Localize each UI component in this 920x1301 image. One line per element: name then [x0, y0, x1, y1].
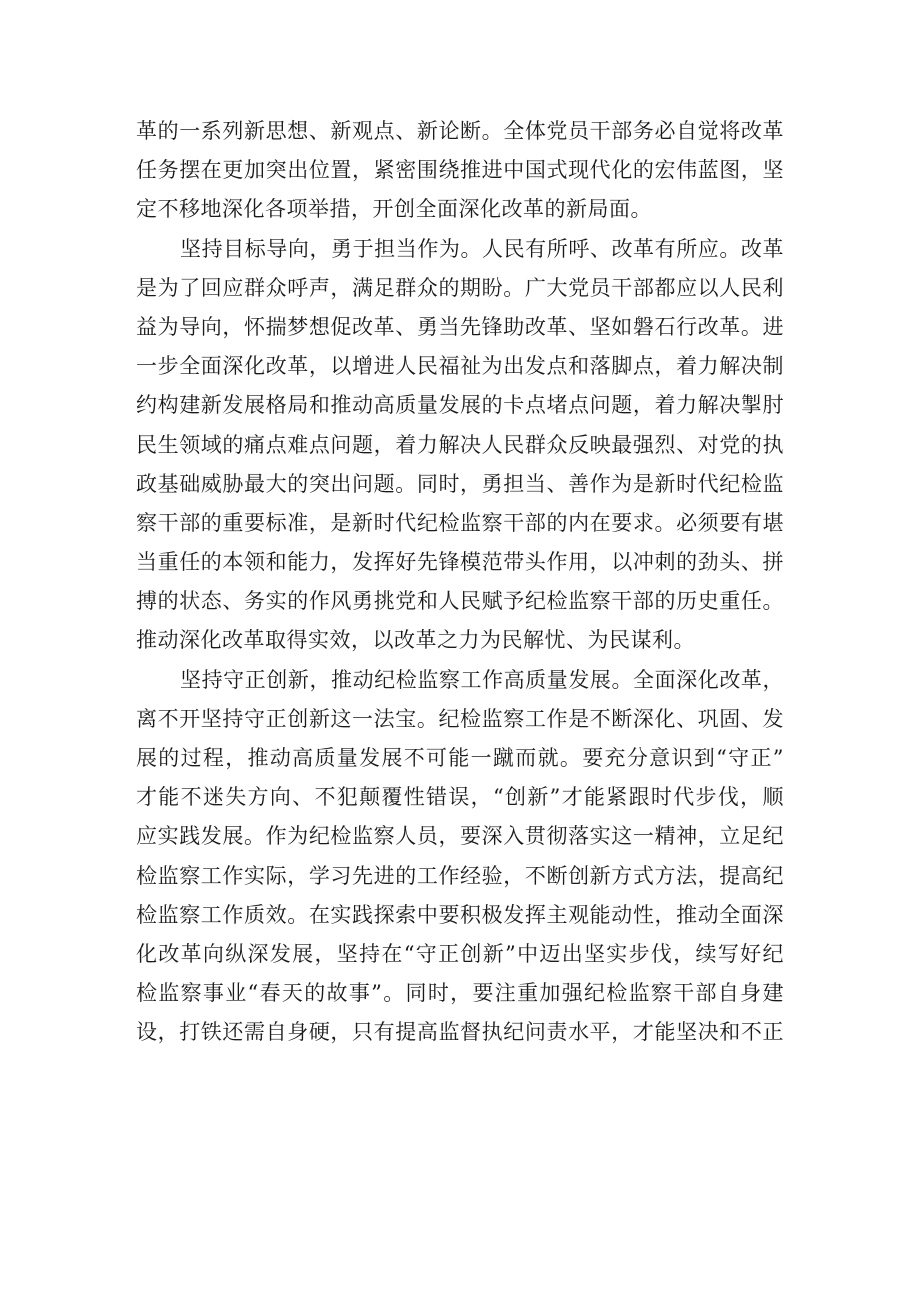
paragraph-2-line-8: 察干部的重要标准，是新时代纪检监察干部的内在要求。必须要有堪 [136, 510, 784, 535]
paragraph-1-line-3: 定不移地深化各项举措，开创全面深化改革的新局面。 [136, 197, 652, 222]
paragraph-3-line-1: 坚持守正创新，推动纪检监察工作高质量发展。全面深化改革， [180, 667, 784, 692]
paragraph-3-line-8: 化改革向纵深发展，坚持在“守正创新”中迈出坚实步伐，续写好纪 [136, 941, 784, 966]
paragraph-3-line-4: 才能不迷失方向、不犯颠覆性错误，“创新”才能紧跟时代步伐，顺 [136, 785, 784, 810]
paragraph-2-line-7: 政基础威胁最大的突出问题。同时，勇担当、善作为是新时代纪检监 [136, 471, 784, 496]
paragraph-1-line-2: 任务摆在更加突出位置，紧密围绕推进中国式现代化的宏伟蓝图，坚 [136, 158, 784, 183]
paragraph-2-line-6: 民生领域的痛点难点问题，着力解决人民群众反映最强烈、对党的执 [136, 432, 784, 457]
paragraph-2-line-2: 是为了回应群众呼声，满足群众的期盼。广大党员干部都应以人民利 [136, 275, 784, 300]
paragraph-3-line-10: 设，打铁还需自身硬，只有提高监督执纪问责水平，才能坚决和不正 [136, 1020, 784, 1045]
document-body [136, 112, 784, 1053]
paragraph-2-line-11: 推动深化改革取得实效，以改革之力为民解忧、为民谋利。 [136, 628, 695, 653]
paragraph-2-line-1: 坚持目标导向，勇于担当作为。人民有所呼、改革有所应。改革 [180, 236, 784, 261]
paragraph-3-line-7: 检监察工作质效。在实践探索中要积极发挥主观能动性，推动全面深 [136, 902, 784, 927]
paragraph-2-line-3: 益为导向，怀揣梦想促改革、勇当先锋助改革、坚如磐石行改革。进 [136, 314, 784, 339]
paragraph-2-line-10: 搏的状态、务实的作风勇挑党和人民赋予纪检监察干部的历史重任。 [136, 589, 784, 614]
paragraph-3-line-5: 应实践发展。作为纪检监察人员，要深入贯彻落实这一精神，立足纪 [136, 824, 784, 849]
paragraph-2-line-4: 一步全面深化改革，以增进人民福祉为出发点和落脚点，着力解决制 [136, 354, 784, 379]
paragraph-3-line-6: 检监察工作实际，学习先进的工作经验，不断创新方式方法，提高纪 [136, 863, 784, 888]
paragraph-1-line-1: 革的一系列新思想、新观点、新论断。全体党员干部务必自觉将改革 [136, 119, 784, 143]
paragraph-2-line-9: 当重任的本领和能力，发挥好先锋模范带头作用，以冲刺的劲头、拼 [136, 550, 784, 575]
paragraph-3-line-2: 离不开坚持守正创新这一法宝。纪检监察工作是不断深化、巩固、发 [136, 706, 784, 731]
paragraph-3-line-9: 检监察事业“春天的故事”。同时，要注重加强纪检监察干部自身建 [136, 981, 784, 1006]
paragraph-2-line-5: 约构建新发展格局和推动高质量发展的卡点堵点问题，着力解决掣肘 [136, 393, 784, 418]
paragraph-3-line-3: 展的过程，推动高质量发展不可能一蹴而就。要充分意识到“守正” [136, 746, 784, 770]
